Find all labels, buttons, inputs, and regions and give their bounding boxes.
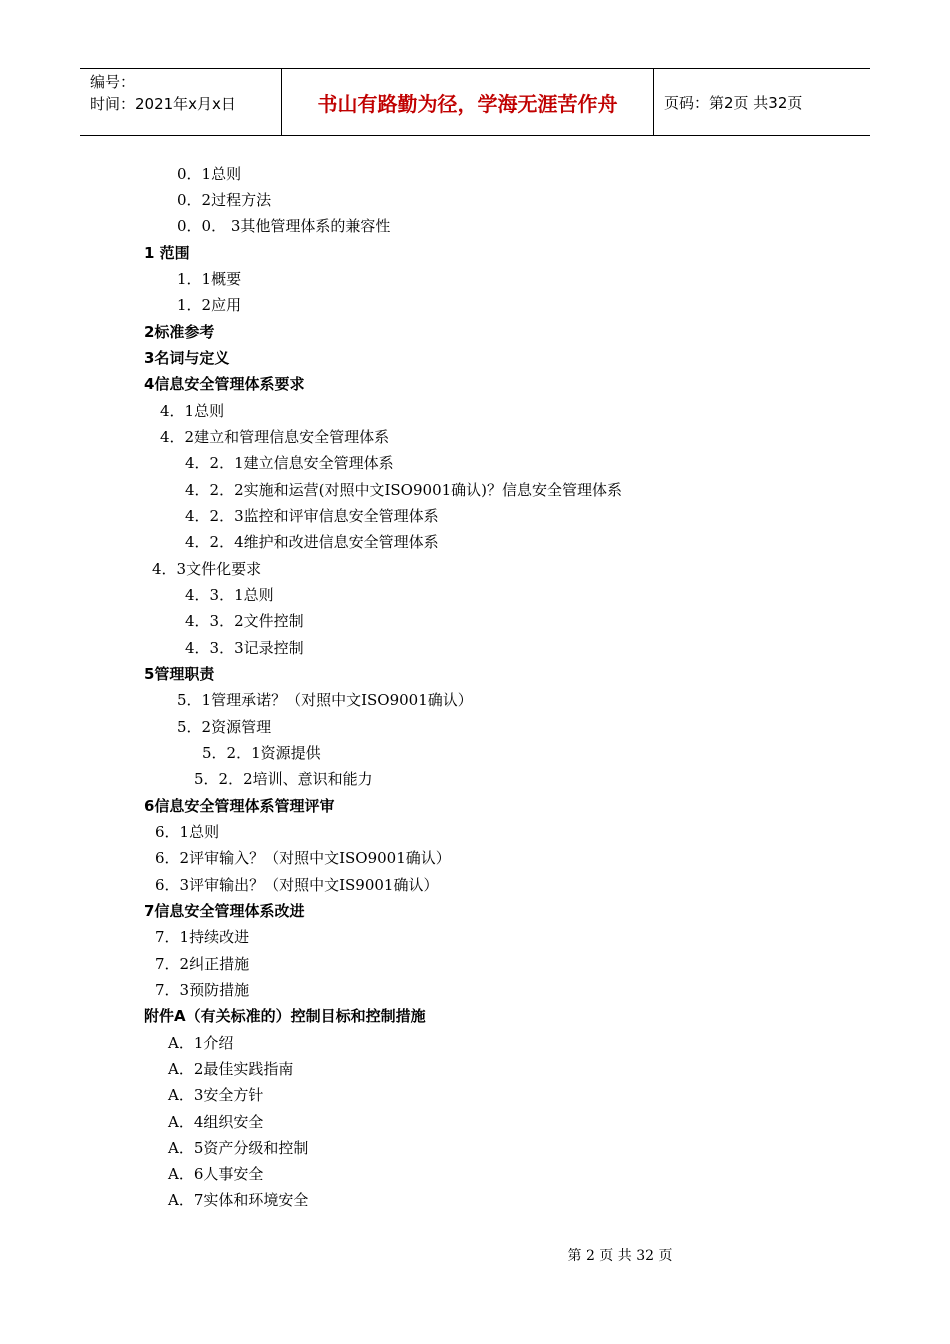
toc-entry: A．5资产分级和控制 xyxy=(168,1139,309,1157)
toc-entry: 7．3预防措施 xyxy=(155,981,250,999)
document-number-label: 编号： xyxy=(90,73,136,91)
toc-entry: A．3安全方针 xyxy=(168,1086,264,1104)
toc-entry: 6．3评审输出？（对照中文IS9001确认） xyxy=(155,876,439,894)
toc-heading: 1 范围 xyxy=(144,244,190,262)
toc-entry: 4．3文件化要求 xyxy=(152,560,262,578)
toc-entry: 0．1总则 xyxy=(177,165,242,183)
toc-heading: 4信息安全管理体系要求 xyxy=(144,375,305,393)
toc-entry: 4．3．1总则 xyxy=(185,586,274,604)
toc-entry: 7．2纠正措施 xyxy=(155,955,250,973)
header-motto: 书山有路勤为径，学海无涯苦作舟 xyxy=(282,69,654,135)
toc-entry: 1．1概要 xyxy=(177,270,242,288)
toc-entry: 4．2．1建立信息安全管理体系 xyxy=(185,454,394,472)
toc-heading: 6信息安全管理体系管理评审 xyxy=(144,797,335,815)
toc-entry: A．4组织安全 xyxy=(168,1113,264,1131)
toc-entry: 5．2．2培训、意识和能力 xyxy=(194,770,373,788)
toc-entry: 0．2过程方法 xyxy=(177,191,272,209)
header-meta xyxy=(80,69,282,135)
toc-entry: 5．2．1资源提供 xyxy=(202,744,321,762)
toc-entry: 4．3．3记录控制 xyxy=(185,639,304,657)
toc-heading: 7信息安全管理体系改进 xyxy=(144,902,305,920)
toc-entry: 6．1总则 xyxy=(155,823,220,841)
toc-entry: 6．2评审输入？（对照中文ISO9001确认） xyxy=(155,849,451,867)
toc-entry: 5．1管理承诺？（对照中文ISO9001确认） xyxy=(177,691,473,709)
toc-entry: 1．2应用 xyxy=(177,296,242,314)
toc-entry: A．7实体和环境安全 xyxy=(168,1191,309,1209)
toc-entry: 4．2．3监控和评审信息安全管理体系 xyxy=(185,507,439,525)
toc-heading: 5管理职责 xyxy=(144,665,215,683)
toc-entry: 4．2建立和管理信息安全管理体系 xyxy=(160,428,390,446)
toc-entry: 4．1总则 xyxy=(160,402,225,420)
toc-entry: A．1介绍 xyxy=(168,1034,234,1052)
header-page-info: 页码：第2页 共32页 xyxy=(664,93,803,112)
toc-entry: A．2最佳实践指南 xyxy=(168,1060,294,1078)
toc-entry: 0．0． 3其他管理体系的兼容性 xyxy=(177,217,391,235)
toc-entry: 4．2．4维护和改进信息安全管理体系 xyxy=(185,533,439,551)
toc-heading: 2标准参考 xyxy=(144,323,215,341)
toc-entry: 7．1持续改进 xyxy=(155,928,250,946)
toc-entry: A．6人事安全 xyxy=(168,1165,264,1183)
document-time-label: 时间：2021年x月x日 xyxy=(90,95,236,113)
toc-heading: 附件A（有关标准的）控制目标和控制措施 xyxy=(144,1007,426,1025)
toc-heading: 3名词与定义 xyxy=(144,349,230,367)
toc-entry: 4．3．2文件控制 xyxy=(185,612,304,630)
page-header xyxy=(80,68,870,136)
toc-entry: 5．2资源管理 xyxy=(177,718,272,736)
footer-page-number: 第 2 页 共 32 页 xyxy=(567,1248,673,1264)
page-footer xyxy=(0,1245,950,1265)
toc-entry: 4．2．2实施和运营(对照中文ISO9001确认)？信息安全管理体系 xyxy=(185,481,623,499)
